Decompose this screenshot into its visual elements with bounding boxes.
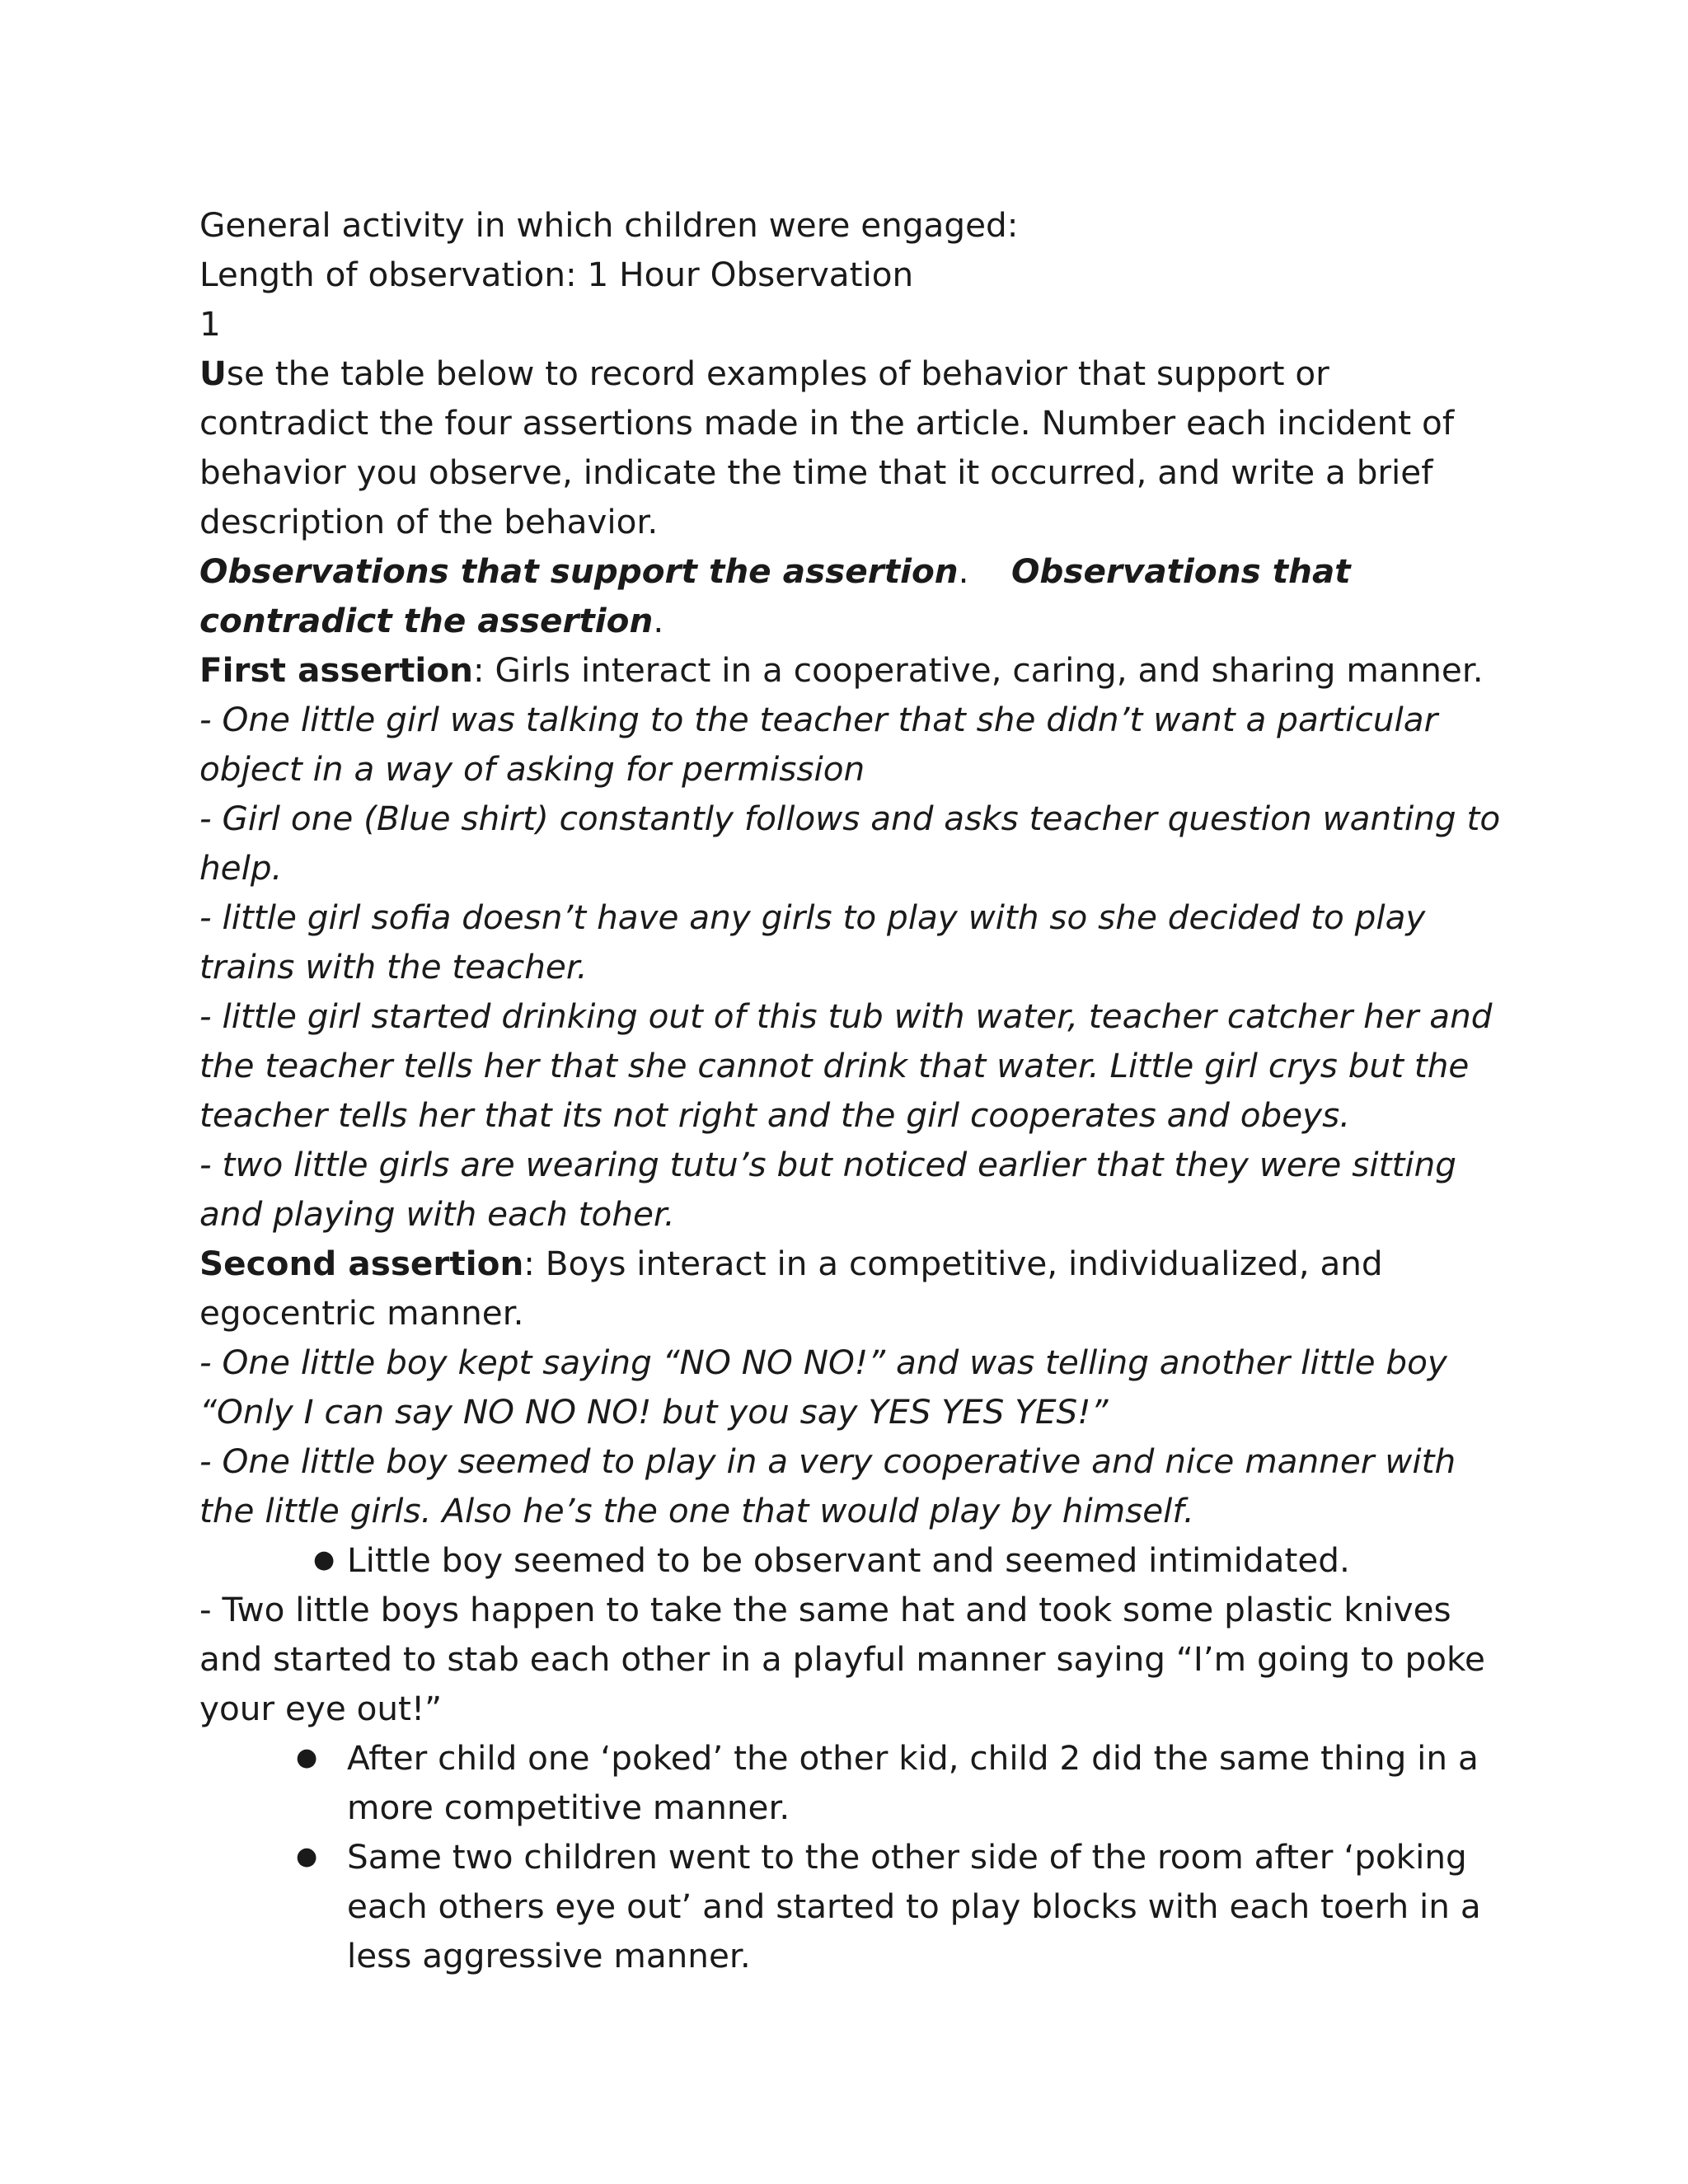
observation-number: 1 <box>199 304 221 344</box>
first-assertion-line <box>199 645 1502 695</box>
first-assertion-label: First assertion <box>199 650 473 690</box>
bullet-text: Little boy seemed to be observant and seemed intimidated. <box>347 1540 1350 1580</box>
second-assertion-observation: - One little boy seemed to play in a very cooperative and nice manner with the little girls. Also he’s the one that would play by himself. <box>199 1441 1456 1530</box>
first-assertion-observation: - two little girls are wearing tutu’s but noticed earlier that they were sitting and playing with each toher. <box>199 1145 1456 1234</box>
first-assertion-text: : Girls interact in a cooperative, caring, and sharing manner. <box>472 650 1484 690</box>
first-assertion-observation: - little girl sofia doesn’t have any girls to play with so she decided to play trains with the teacher. <box>199 898 1426 987</box>
document-body <box>199 200 1502 1980</box>
length-of-observation-line: Length of observation: 1 Hour Observation <box>199 255 914 294</box>
second-assertion-observation: - One little boy kept saying “NO NO NO!” and was telling another little boy “Only I can say NO NO NO! but you say YES YES YES!” <box>199 1343 1447 1432</box>
bullet-text: After child one ‘poked’ the other kid, child 2 did the same thing in a more competitive manner. <box>347 1738 1479 1827</box>
instructions-text: se the table below to record examples of behavior that support or contradict the four assertions made in the article. Number each incident of behavior you observe, indicate the time that it occurred, and write a brief description of the behavior. <box>199 354 1455 541</box>
contradict-heading: Observations that contradict the assertion <box>199 551 1351 640</box>
first-assertion-observation: - One little girl was talking to the teacher that she didn’t want a particular object in a way of asking for permission <box>199 700 1438 789</box>
first-assertion-observation: - little girl started drinking out of this tub with water, teacher catcher her and the teacher tells her that she cannot drink that water. Little girl crys but the teacher tells her that its not right and the girl cooperates and obeys. <box>199 996 1493 1135</box>
support-heading: Observations that support the assertion <box>199 551 959 591</box>
list-item <box>199 1535 1502 1585</box>
column-headings <box>199 546 1502 645</box>
bullet-icon: ● <box>296 1743 318 1772</box>
second-assertion-observation: - Two little boys happen to take the same hat and took some plastic knives and started to stab each other in a playful manner saying “I’m going to poke your eye out!” <box>199 1590 1485 1728</box>
bullet-icon: ● <box>296 1842 318 1871</box>
second-assertion-line <box>199 1239 1502 1338</box>
bullet-text: Same two children went to the other side of the room after ‘poking each others eye out’ and started to play blocks with each toerh in a less aggressive manner. <box>347 1837 1481 1975</box>
heading-period-2: . <box>653 601 664 640</box>
second-assertion-text: : Boys interact in a competitive, individualized, and egocentric manner. <box>199 1244 1383 1333</box>
bullet-icon: ● <box>313 1545 335 1574</box>
second-assertion-label: Second assertion <box>199 1244 524 1283</box>
bullet-list <box>199 1535 1502 1585</box>
general-activity-line: General activity in which children were engaged: <box>199 205 1019 245</box>
list-item <box>199 1733 1502 1832</box>
list-item <box>199 1832 1502 1980</box>
first-assertion-observation: - Girl one (Blue shirt) constantly follows and asks teacher question wanting to help. <box>199 799 1501 888</box>
heading-period-1: . <box>958 551 969 591</box>
bullet-list <box>199 1733 1502 1980</box>
instructions-initial: U <box>199 354 227 393</box>
instructions-paragraph <box>199 349 1502 546</box>
